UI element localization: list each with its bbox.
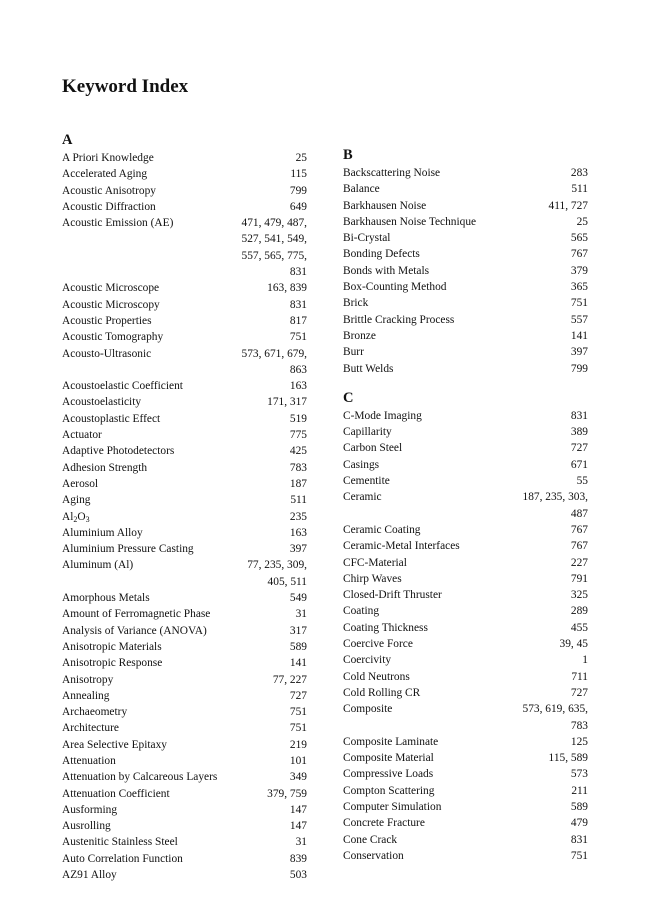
index-term: Ausforming bbox=[62, 803, 118, 816]
index-pages: 589 bbox=[570, 800, 588, 813]
index-pages: 767 bbox=[570, 248, 588, 261]
section-letter-b: B bbox=[343, 147, 353, 163]
index-term: Acoustoelasticity bbox=[62, 396, 142, 409]
index-term: Composite Material bbox=[343, 752, 434, 765]
index-entry bbox=[343, 181, 588, 197]
index-pages: 751 bbox=[289, 706, 307, 719]
index-entry bbox=[62, 769, 307, 785]
index-entry bbox=[62, 476, 307, 492]
index-pages: 573, 619, 635, 783 bbox=[522, 703, 588, 732]
index-term: Compton Scattering bbox=[343, 784, 435, 797]
index-term: Balance bbox=[343, 183, 380, 196]
index-term: Austenitic Stainless Steel bbox=[62, 836, 178, 849]
index-entry bbox=[343, 603, 588, 619]
index-term: Archaeometry bbox=[62, 706, 128, 719]
index-term: Anisotropic Response bbox=[62, 657, 163, 670]
index-term: Ausrolling bbox=[62, 820, 111, 833]
index-pages: 31 bbox=[295, 836, 307, 849]
index-term: Acoustic Properties bbox=[62, 314, 152, 327]
index-pages: 589 bbox=[289, 640, 307, 653]
index-term: Conservation bbox=[343, 849, 404, 862]
index-pages: 751 bbox=[570, 297, 588, 310]
index-term: Barkhausen Noise Technique bbox=[343, 215, 477, 228]
index-term: Box-Counting Method bbox=[343, 281, 447, 294]
index-entry bbox=[343, 522, 588, 538]
index-pages: 219 bbox=[289, 738, 307, 751]
index-term: A Priori Knowledge bbox=[62, 152, 154, 164]
index-term: Ceramic bbox=[343, 491, 382, 504]
index-term: $Al_2O_3$ bbox=[62, 510, 90, 524]
index-entry bbox=[343, 848, 588, 864]
index-pages: 365 bbox=[570, 281, 588, 294]
index-entry bbox=[62, 834, 307, 850]
index-pages: 727 bbox=[570, 686, 588, 699]
index-entry bbox=[343, 295, 588, 311]
index-term: Closed-Drift Thruster bbox=[343, 589, 442, 602]
index-entry bbox=[62, 720, 307, 736]
index-entry bbox=[62, 639, 307, 655]
index-pages: 389 bbox=[570, 426, 588, 439]
index-entry bbox=[62, 623, 307, 639]
index-pages: 727 bbox=[289, 689, 307, 702]
page-title: Keyword Index bbox=[62, 76, 189, 97]
index-entry bbox=[62, 492, 307, 508]
index-term: Ceramic Coating bbox=[343, 523, 421, 536]
index-term: Carbon Steel bbox=[343, 442, 403, 455]
index-term: Acoustic Microscopy bbox=[62, 298, 160, 311]
index-entry bbox=[62, 688, 307, 704]
index-entry bbox=[343, 783, 588, 799]
index-term: Architecture bbox=[62, 722, 119, 735]
index-term: Aluminium Alloy bbox=[62, 526, 143, 539]
index-entry bbox=[343, 473, 588, 489]
index-pages: 783 bbox=[289, 461, 307, 474]
index-term: Amorphous Metals bbox=[62, 592, 150, 605]
index-entry bbox=[343, 555, 588, 571]
index-entry bbox=[62, 867, 307, 883]
index-pages: 325 bbox=[570, 589, 588, 602]
index-term: Acoustic Anisotropy bbox=[62, 184, 156, 197]
index-entry bbox=[62, 215, 307, 280]
index-pages: 831 bbox=[570, 833, 588, 846]
index-pages: 227 bbox=[570, 556, 588, 569]
index-term: Acoustoplastic Effect bbox=[62, 412, 161, 425]
index-term: Brick bbox=[343, 297, 369, 310]
index-entry bbox=[62, 786, 307, 802]
index-pages: 101 bbox=[289, 754, 307, 767]
index-term: Aluminum (Al) bbox=[62, 559, 134, 572]
index-pages: 25 bbox=[576, 215, 588, 228]
index-pages: 1 bbox=[582, 654, 588, 667]
index-entry bbox=[62, 753, 307, 769]
index-term: Acousto-Ultrasonic bbox=[62, 347, 152, 360]
index-entry bbox=[62, 280, 307, 296]
index-pages: 77, 235, 309, 405, 511 bbox=[247, 559, 307, 588]
index-term: Aerosol bbox=[62, 477, 99, 490]
index-term: Auto Correlation Function bbox=[62, 852, 183, 865]
index-term: Brittle Cracking Process bbox=[343, 313, 455, 326]
index-pages: 471, 479, 487, 527, 541, 549, 557, 565, 775, 831 bbox=[241, 217, 307, 279]
index-entry bbox=[343, 620, 588, 636]
index-entry bbox=[343, 198, 588, 214]
index-entry bbox=[343, 312, 588, 328]
index-term: Adhesion Strength bbox=[62, 461, 148, 474]
index-entry bbox=[62, 427, 307, 443]
index-pages: 775 bbox=[289, 429, 307, 442]
index-pages: 573, 671, 679, 863 bbox=[241, 347, 307, 376]
index-pages: 751 bbox=[289, 331, 307, 344]
index-term: Attenuation by Calcareous Layers bbox=[62, 771, 218, 784]
index-term: Computer Simulation bbox=[343, 800, 442, 813]
index-pages: 147 bbox=[289, 803, 307, 816]
index-entry bbox=[343, 279, 588, 295]
index-entry bbox=[343, 214, 588, 230]
index-pages: 727 bbox=[570, 442, 588, 455]
index-pages: 799 bbox=[289, 184, 307, 197]
index-term: Cementite bbox=[343, 475, 390, 488]
index-term: Acoustic Tomography bbox=[62, 331, 164, 344]
index-entry bbox=[343, 734, 588, 750]
index-pages: 379 bbox=[570, 264, 588, 277]
index-entry bbox=[62, 525, 307, 541]
index-pages: 283 bbox=[570, 167, 588, 179]
index-pages: 115 bbox=[290, 168, 307, 181]
index-entry bbox=[62, 346, 307, 379]
index-entry bbox=[343, 457, 588, 473]
index-pages: 425 bbox=[289, 445, 307, 458]
index-term: Capillarity bbox=[343, 426, 392, 439]
index-entry bbox=[62, 394, 307, 410]
index-term: Analysis of Variance (ANOVA) bbox=[62, 624, 207, 637]
index-pages: 711 bbox=[571, 670, 588, 683]
index-pages: 289 bbox=[570, 605, 588, 618]
index-pages: 557 bbox=[570, 313, 588, 326]
index-term: Bronze bbox=[343, 329, 376, 342]
index-term: Bonds with Metals bbox=[343, 264, 430, 277]
index-pages: 141 bbox=[289, 657, 307, 670]
index-pages: 349 bbox=[289, 771, 307, 784]
index-term: Acoustic Emission (AE) bbox=[62, 217, 174, 230]
index-term: Bonding Defects bbox=[343, 248, 420, 261]
index-entry bbox=[62, 704, 307, 720]
index-pages: 767 bbox=[570, 523, 588, 536]
index-entry bbox=[343, 328, 588, 344]
index-term: Annealing bbox=[62, 689, 110, 702]
index-entry bbox=[62, 460, 307, 476]
index-entry bbox=[343, 230, 588, 246]
index-term: Adaptive Photodetectors bbox=[62, 445, 175, 458]
index-term: Actuator bbox=[62, 429, 102, 442]
index-term: Casings bbox=[343, 458, 380, 471]
index-pages: 751 bbox=[570, 849, 588, 862]
index-entry bbox=[343, 750, 588, 766]
index-pages: 163 bbox=[289, 526, 307, 539]
index-entry bbox=[62, 672, 307, 688]
index-term: Coating Thickness bbox=[343, 621, 428, 634]
index-entry bbox=[62, 737, 307, 753]
index-entry bbox=[343, 832, 588, 848]
index-entry bbox=[62, 411, 307, 427]
index-entry bbox=[62, 199, 307, 215]
index-pages: 211 bbox=[571, 784, 588, 797]
index-entry bbox=[62, 166, 307, 182]
index-entry bbox=[343, 344, 588, 360]
index-entry bbox=[62, 818, 307, 834]
index-pages: 411, 727 bbox=[548, 199, 588, 212]
index-term: Concrete Fracture bbox=[343, 817, 425, 830]
index-pages: 379, 759 bbox=[267, 787, 307, 800]
index-pages: 147 bbox=[289, 820, 307, 833]
index-term: Cold Rolling CR bbox=[343, 686, 421, 699]
index-term: Attenuation Coefficient bbox=[62, 787, 170, 800]
index-entry bbox=[343, 489, 588, 522]
index-term: Chirp Waves bbox=[343, 572, 402, 585]
index-pages: 573 bbox=[570, 768, 588, 781]
index-pages: 125 bbox=[570, 735, 588, 748]
index-pages: 163 bbox=[289, 380, 307, 393]
index-entry bbox=[62, 655, 307, 671]
index-entry bbox=[343, 669, 588, 685]
index-pages: 839 bbox=[289, 852, 307, 865]
index-pages: 187, 235, 303, 487 bbox=[522, 491, 588, 520]
index-term: AZ91 Alloy bbox=[62, 869, 117, 882]
index-term: Acoustic Microscope bbox=[62, 282, 160, 295]
index-entry bbox=[343, 587, 588, 603]
index-term: Anisotropic Materials bbox=[62, 640, 162, 653]
index-entry bbox=[343, 440, 588, 456]
index-term: Anisotropy bbox=[62, 673, 114, 686]
index-term: Coercivity bbox=[343, 654, 392, 667]
index-term: Coercive Force bbox=[343, 638, 413, 651]
index-entry bbox=[62, 509, 307, 525]
index-pages: 31 bbox=[295, 608, 307, 621]
index-pages: 187 bbox=[289, 477, 307, 490]
index-entry bbox=[343, 766, 588, 782]
index-entry bbox=[343, 636, 588, 652]
index-term: Area Selective Epitaxy bbox=[62, 738, 168, 751]
index-pages: 799 bbox=[570, 362, 588, 375]
index-entry bbox=[343, 571, 588, 587]
index-pages: 115, 589 bbox=[548, 752, 588, 765]
index-pages: 397 bbox=[570, 346, 588, 359]
index-entry bbox=[62, 150, 307, 166]
index-pages: 235 bbox=[289, 510, 307, 523]
index-term: Amount of Ferromagnetic Phase bbox=[62, 608, 211, 621]
index-pages: 317 bbox=[289, 624, 307, 637]
index-pages: 503 bbox=[289, 869, 307, 882]
index-term: Backscattering Noise bbox=[343, 167, 441, 179]
index-entry bbox=[343, 246, 588, 262]
index-term: C-Mode Imaging bbox=[343, 409, 422, 422]
index-pages: 511 bbox=[290, 494, 307, 507]
index-pages: 171, 317 bbox=[267, 396, 307, 409]
index-entry bbox=[62, 329, 307, 345]
index-entry bbox=[62, 443, 307, 459]
index-pages: 831 bbox=[289, 298, 307, 311]
index-column-right bbox=[343, 145, 588, 864]
index-term: Aluminium Pressure Casting bbox=[62, 543, 194, 556]
index-pages: 511 bbox=[571, 183, 588, 196]
index-pages: 55 bbox=[576, 475, 588, 488]
index-pages: 565 bbox=[570, 232, 588, 245]
index-entry bbox=[62, 851, 307, 867]
index-pages: 397 bbox=[289, 543, 307, 556]
index-term: Butt Welds bbox=[343, 362, 394, 375]
index-pages: 39, 45 bbox=[559, 638, 588, 651]
index-entry bbox=[62, 378, 307, 394]
index-column-left bbox=[62, 130, 307, 883]
index-entry bbox=[62, 541, 307, 557]
index-entry bbox=[343, 685, 588, 701]
index-entry bbox=[343, 799, 588, 815]
index-entry bbox=[62, 606, 307, 622]
index-entry bbox=[62, 183, 307, 199]
index-pages: 77, 227 bbox=[272, 673, 307, 686]
index-entry bbox=[343, 538, 588, 554]
index-pages: 519 bbox=[289, 412, 307, 425]
index-term: Barkhausen Noise bbox=[343, 199, 427, 212]
index-entry bbox=[343, 408, 588, 424]
index-term: Composite bbox=[343, 703, 393, 716]
index-pages: 791 bbox=[570, 572, 588, 585]
index-entry bbox=[343, 652, 588, 668]
index-entry bbox=[343, 424, 588, 440]
index-term: Composite Laminate bbox=[343, 735, 439, 748]
index-term: CFC-Material bbox=[343, 556, 407, 569]
index-pages: 817 bbox=[289, 314, 307, 327]
index-entry bbox=[343, 263, 588, 279]
index-entry bbox=[62, 313, 307, 329]
index-pages: 479 bbox=[570, 817, 588, 830]
section-letter-a: A bbox=[62, 132, 73, 148]
index-term: Acoustoelastic Coefficient bbox=[62, 380, 183, 393]
index-pages: 163, 839 bbox=[267, 282, 307, 295]
index-pages: 141 bbox=[570, 329, 588, 342]
index-pages: 767 bbox=[570, 540, 588, 553]
index-term: Accelerated Aging bbox=[62, 168, 148, 181]
index-entry bbox=[62, 557, 307, 590]
index-pages: 25 bbox=[295, 152, 307, 164]
index-pages: 549 bbox=[289, 592, 307, 605]
index-term: Cold Neutrons bbox=[343, 670, 410, 683]
index-entry bbox=[343, 701, 588, 734]
section-letter-c: C bbox=[343, 389, 354, 406]
index-pages: 751 bbox=[289, 722, 307, 735]
index-entry bbox=[343, 165, 588, 181]
index-entry bbox=[62, 802, 307, 818]
index-term: Bi-Crystal bbox=[343, 232, 391, 245]
index-entry bbox=[343, 815, 588, 831]
index-pages: 649 bbox=[289, 200, 307, 213]
index-term: Ceramic-Metal Interfaces bbox=[343, 540, 460, 553]
index-term: Compressive Loads bbox=[343, 768, 434, 781]
index-entry bbox=[343, 361, 588, 377]
index-term: Acoustic Diffraction bbox=[62, 200, 156, 213]
index-term: Aging bbox=[62, 494, 91, 507]
index-pages: 831 bbox=[570, 409, 588, 422]
index-entry bbox=[62, 297, 307, 313]
index-pages: 671 bbox=[570, 458, 588, 471]
index-term: Cone Crack bbox=[343, 833, 398, 846]
index-entry bbox=[62, 590, 307, 606]
index-pages: 455 bbox=[570, 621, 588, 634]
index-term: Burr bbox=[343, 346, 364, 359]
index-term: Attenuation bbox=[62, 754, 116, 767]
index-term: Coating bbox=[343, 605, 380, 618]
